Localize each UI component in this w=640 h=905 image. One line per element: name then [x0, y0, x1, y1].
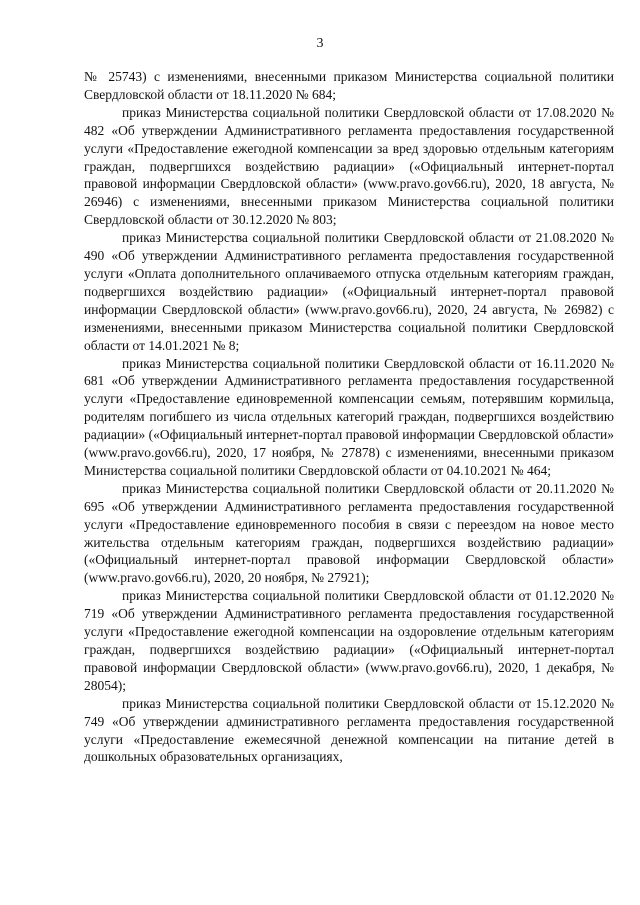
- document-body: [84, 68, 614, 766]
- paragraph: приказ Министерства социальной политики Свердловской области от 17.08.2020 № 482 «Об утверждении Административного регламента предоставления государственной услуги «Предоставление ежегодной компенсации за вред здоровью отдельным категориям граждан, подвергшихся воздействию радиации» («Официальный интернет-портал правовой информации Свердловской области» (www.pravo.gov66.ru), 2020, 18 августа, № 26946) с изменениями, внесенными приказом Министерства социальной политики Свердловской области от 30.12.2020 № 803;: [84, 104, 614, 228]
- page-number: 3: [316, 36, 324, 51]
- paragraph: приказ Министерства социальной политики Свердловской области от 15.12.2020 № 749 «Об утверждении административного регламента предоставления государственной услуги «Предоставление ежемесячной денежной компенсации на питание детей в дошкольных образовательных организациях,: [84, 695, 614, 765]
- paragraph: приказ Министерства социальной политики Свердловской области от 01.12.2020 № 719 «Об утверждении Административного регламента предоставления государственной услуги «Предоставление ежегодной компенсации на оздоровление отдельным категориям граждан, подвергшихся воздействию радиации» («Официальный интернет-портал правовой информации Свердловской области» (www.pravo.gov66.ru), 2020, 1 декабря, № 28054);: [84, 588, 614, 693]
- paragraph: приказ Министерства социальной политики Свердловской области от 20.11.2020 № 695 «Об утверждении Административного регламента предоставления государственной услуги «Предоставление единовременного пособия в связи с переездом на новое место жительства отдельным категориям граждан, подвергшихся воздействию радиации» («Официальный интернет-портал правовой информации Свердловской области» (www.pravo.gov66.ru), 2020, 20 ноября, № 27921);: [84, 480, 614, 586]
- paragraph: № 25743) с изменениями, внесенными приказом Министерства социальной политики Свердловской области от 18.11.2020 № 684;: [84, 69, 614, 102]
- paragraph: приказ Министерства социальной политики Свердловской области от 21.08.2020 № 490 «Об утверждении Административного регламента предоставления государственной услуги «Оплата дополнительного оплачиваемого отпуска отдельным категориям граждан, подвергшихся воздействию радиации» («Официальный интернет-портал правовой информации Свердловской области» (www.pravo.gov66.ru), 2020, 24 августа, № 26982) с изменениями, внесенными приказом Министерства социальной политики Свердловской области от 14.01.2021 № 8;: [84, 230, 614, 353]
- paragraph: приказ Министерства социальной политики Свердловской области от 16.11.2020 № 681 «Об утверждении Административного регламента предоставления государственной услуги «Предоставление единовременной компенсации семьям, потерявшим кормильца, родителям погибшего из числа отдельных категорий граждан, подвергшихся воздействию радиации» («Официальный интернет-портал правовой информации Свердловской области» (www.pravo.gov66.ru), 2020, 17 ноября, № 27878) с изменениями, внесенными приказом Министерства социальной политики Свердловской области от 04.10.2021 № 464;: [84, 355, 614, 478]
